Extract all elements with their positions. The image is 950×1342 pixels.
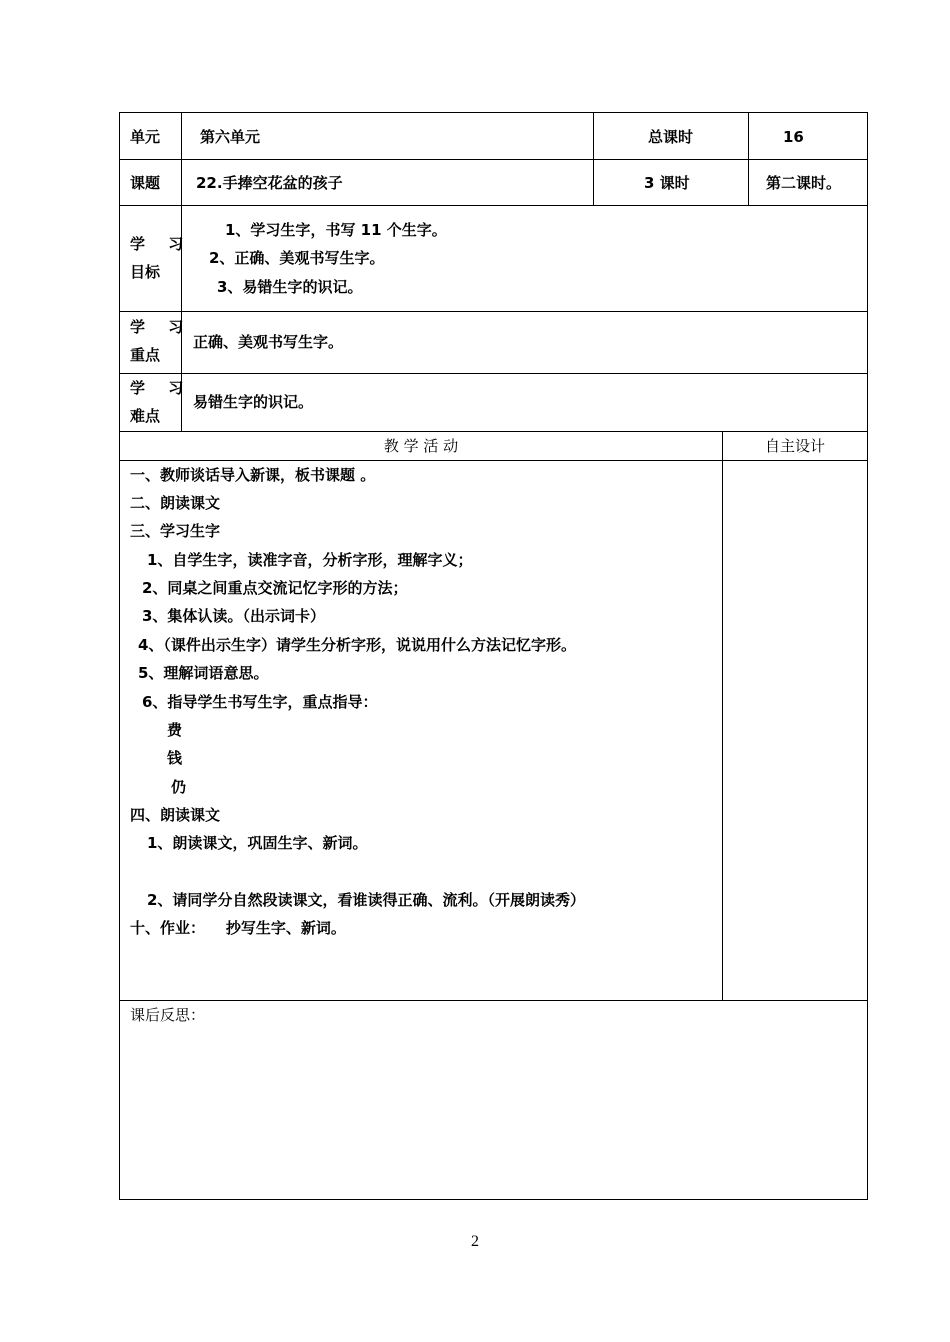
reflection-label: 课后反思： xyxy=(130,1006,206,1024)
difficulties-value: 易错生字的识记。 xyxy=(193,393,314,411)
total-hours-label: 总课时 xyxy=(648,128,694,146)
activity-line: 1、自学生字，读准字音，分析字形，理解字义； xyxy=(147,551,473,569)
activity-line: 4、（课件出示生字）请学生分析字形，说说用什么方法记忆字形。 xyxy=(138,636,576,654)
goals-label-cell xyxy=(119,205,193,312)
activity-line: 2、请同学分自然段读课文，看谁读得正确、流利。（开展朗读秀） xyxy=(147,891,585,909)
hours-value: 3 课时 xyxy=(644,174,690,192)
activity-line: 三、学习生字 xyxy=(130,522,221,540)
key-points-label-line2: 重点 xyxy=(130,346,161,364)
key-points-label-cell xyxy=(119,311,193,374)
total-hours-value-cell xyxy=(748,112,868,160)
total-hours-value: 16 xyxy=(783,128,804,146)
activity-line: 费 xyxy=(167,721,183,739)
activity-line: 一、教师谈话导入新课，板书课题 。 xyxy=(130,466,376,484)
difficulties-label-line1: 学 习 xyxy=(130,379,193,397)
design-header-cell xyxy=(722,431,868,461)
activity-content-cell xyxy=(119,460,723,1001)
activity-line: 仍 xyxy=(171,778,187,796)
unit-label: 单元 xyxy=(130,128,161,146)
total-hours-label-cell xyxy=(593,112,749,160)
topic-value: 22.手捧空花盆的孩子 xyxy=(196,174,343,192)
activity-line: 6、指导学生书写生字，重点指导： xyxy=(142,693,378,711)
reflection-cell xyxy=(119,1000,868,1200)
difficulties-label-line2: 难点 xyxy=(130,407,161,425)
difficulties-label-cell xyxy=(119,373,193,432)
activity-header: 教 学 活 动 xyxy=(383,437,459,455)
goals-label-line2: 目标 xyxy=(130,263,161,281)
goal-item: 1、学习生字，书写 11 个生字。 xyxy=(225,221,447,239)
goals-label-line1: 学 习 xyxy=(130,235,193,253)
page-number: 2 xyxy=(471,1233,479,1250)
lesson-plan-table xyxy=(119,112,868,1200)
session-value: 第二课时。 xyxy=(766,174,842,192)
unit-value: 第六单元 xyxy=(200,128,261,146)
activity-line: 二、朗读课文 xyxy=(130,494,221,512)
topic-value-cell xyxy=(181,159,594,206)
hours-value-cell xyxy=(593,159,749,206)
design-header: 自主设计 xyxy=(764,437,825,455)
activity-line: 5、理解词语意思。 xyxy=(138,664,269,682)
unit-value-cell xyxy=(181,112,594,160)
activity-line: 十、作业： 抄写生字、新词。 xyxy=(130,919,346,937)
topic-label-cell xyxy=(119,159,182,206)
activity-line: 2、同桌之间重点交流记忆字形的方法； xyxy=(142,579,408,597)
unit-label-cell xyxy=(119,112,182,160)
design-content-cell xyxy=(722,460,868,1001)
session-value-cell xyxy=(748,159,868,206)
activity-line: 1、朗读课文，巩固生字、新词。 xyxy=(147,834,368,852)
difficulties-content-cell xyxy=(181,373,868,432)
goals-content-cell xyxy=(181,205,868,312)
key-points-label-line1: 学 习 xyxy=(130,318,193,336)
topic-label: 课题 xyxy=(130,174,161,192)
activity-line: 四、朗读课文 xyxy=(130,806,221,824)
goal-item: 3、易错生字的识记。 xyxy=(217,278,363,296)
goal-item: 2、正确、美观书写生字。 xyxy=(209,249,385,267)
activity-line: 钱 xyxy=(167,749,183,767)
activity-header-cell xyxy=(119,431,723,461)
key-points-content-cell xyxy=(181,311,868,374)
activity-line: 3、集体认读。（出示词卡） xyxy=(142,607,325,625)
key-points-value: 正确、美观书写生字。 xyxy=(193,333,344,351)
